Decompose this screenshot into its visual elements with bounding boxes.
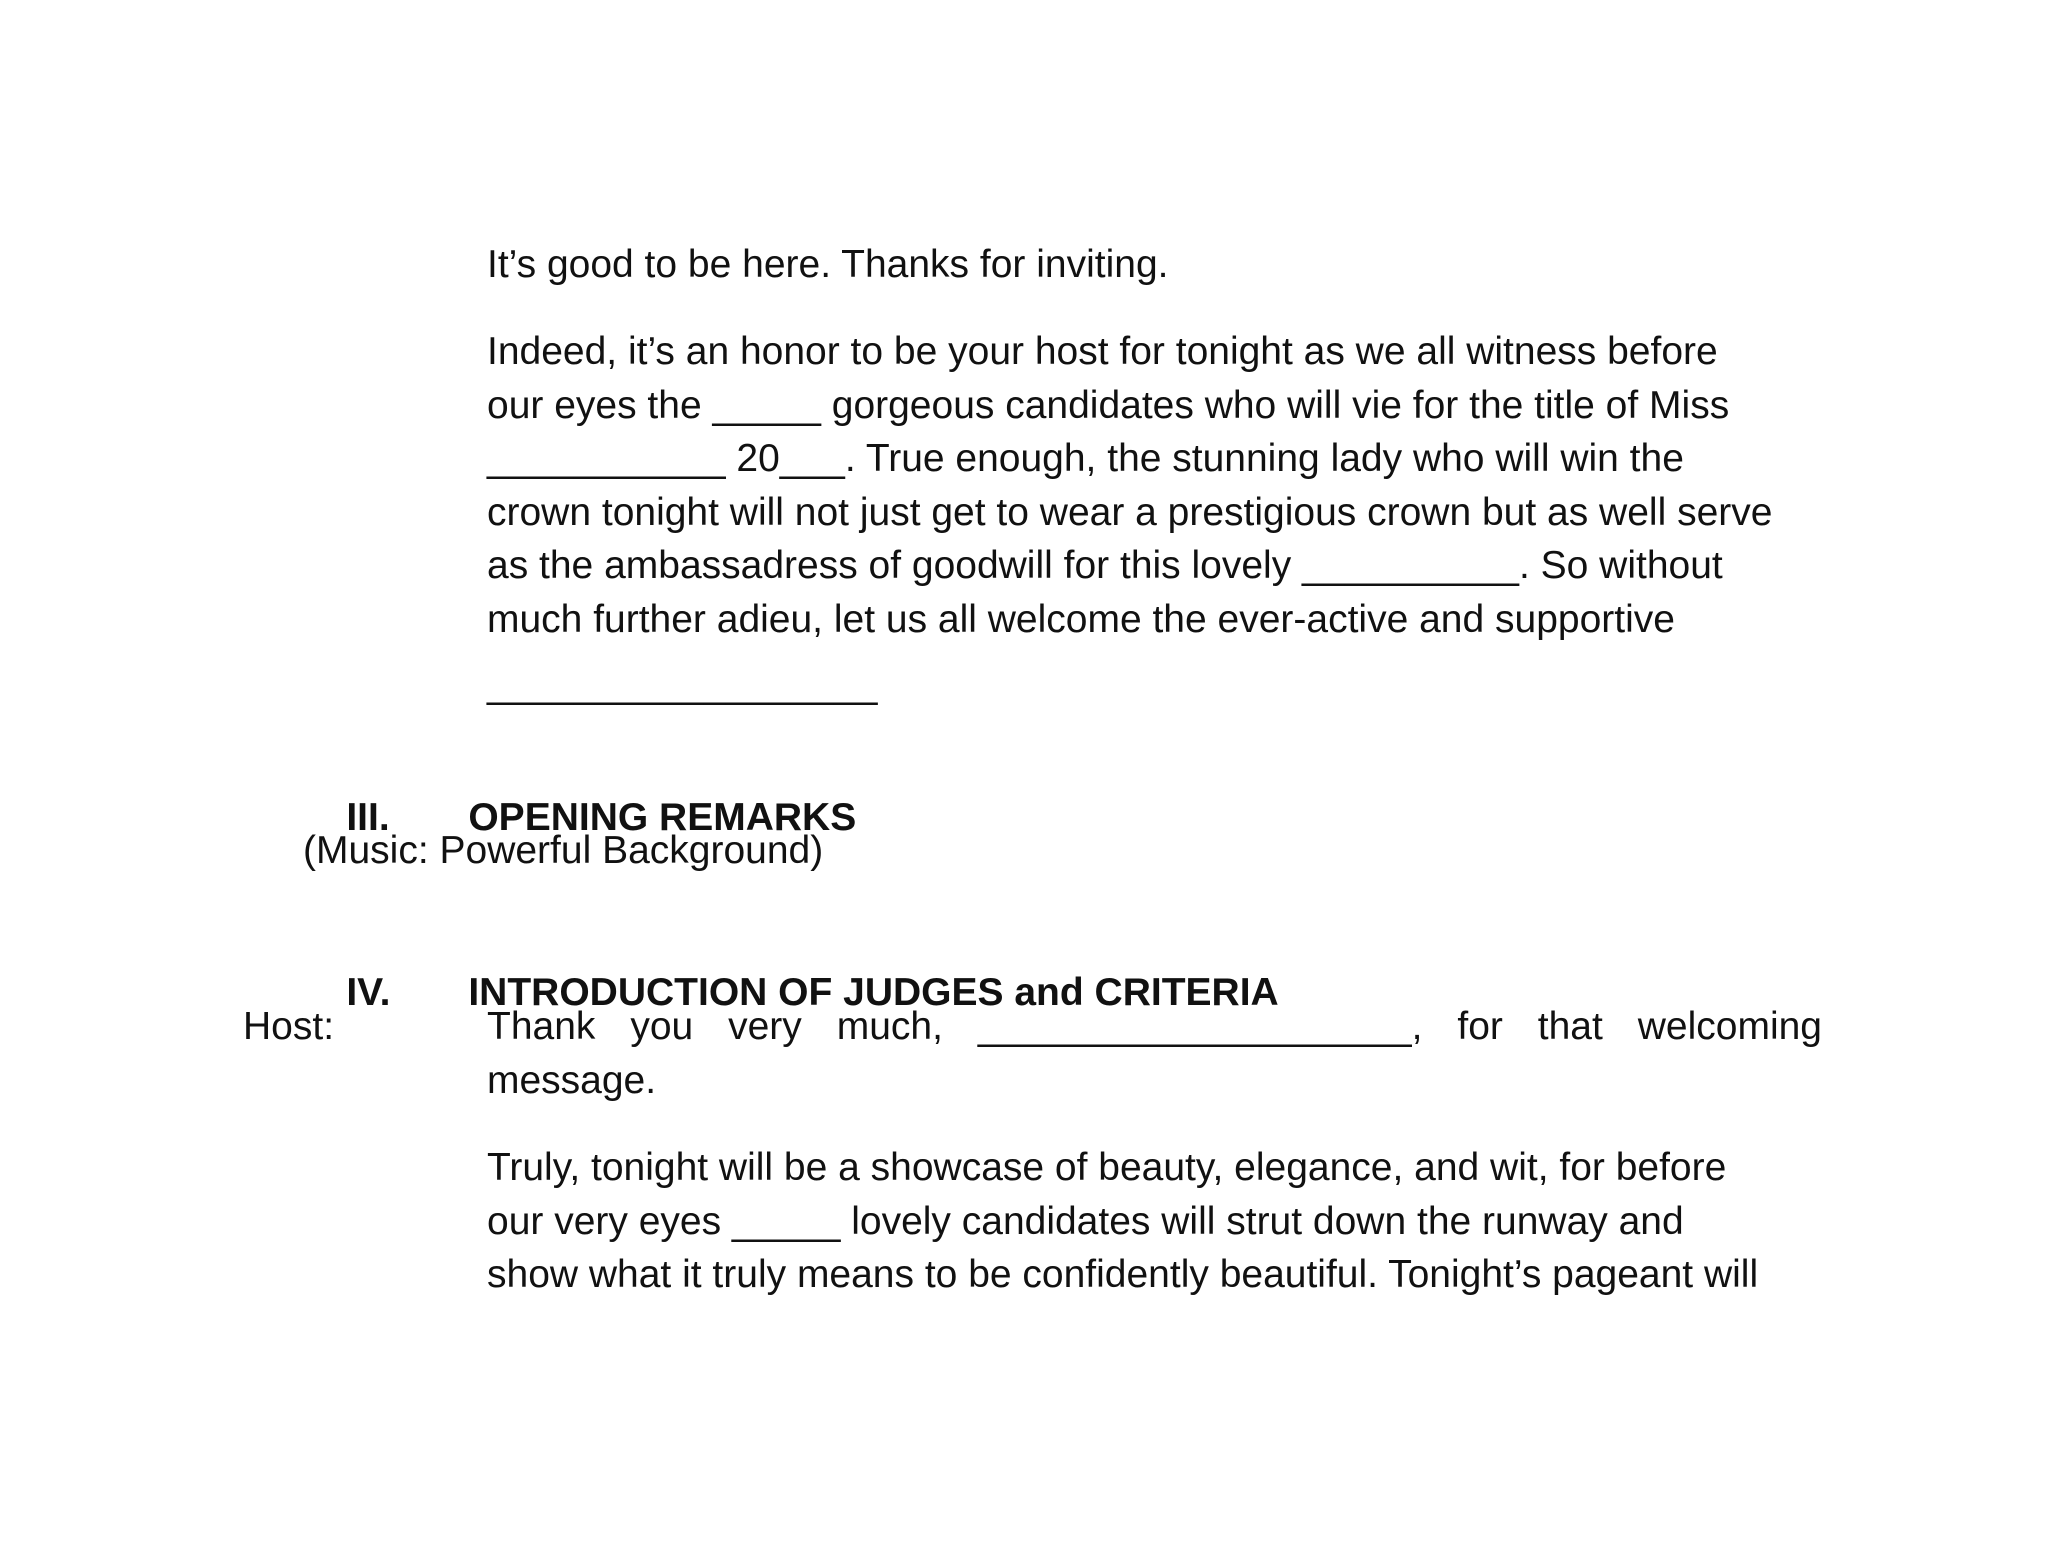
section-number: III. <box>346 795 390 839</box>
word: ____________________, <box>977 1005 1423 1048</box>
text-line: It’s good to be here. Thanks for inviting. <box>487 243 1169 286</box>
word: Thank <box>487 1005 596 1048</box>
section-title: INTRODUCTION OF JUDGES and CRITERIA <box>468 970 1279 1014</box>
text-line: show what it truly means to be confidently beautiful. Tonight’s pageant will <box>487 1253 1759 1296</box>
text-line: ___________ 20___. True enough, the stunning lady who will win the <box>487 437 1684 480</box>
word: welcoming <box>1637 1005 1822 1048</box>
word: much, <box>836 1005 943 1048</box>
text-line: Truly, tonight will be a showcase of beauty, elegance, and wit, for before <box>487 1146 1727 1189</box>
host-line <box>487 1000 1822 1107</box>
section-title: OPENING REMARKS <box>468 795 857 839</box>
text-line: our eyes the _____ gorgeous candidates who will vie for the title of Miss <box>487 383 1730 427</box>
welcome-paragraph <box>487 325 1822 712</box>
text-line: __________________ <box>487 663 878 706</box>
justified-line <box>487 1000 1822 1054</box>
word: you <box>630 1005 694 1048</box>
closing-paragraph <box>487 1141 1822 1302</box>
word: for <box>1457 1005 1503 1048</box>
text-line: crown tonight will not just get to wear a prestigious crown but as well serve <box>487 490 1773 534</box>
speaker-label-host: Host: <box>243 1005 335 1048</box>
text-line: our very eyes _____ lovely candidates will strut down the runway and <box>487 1199 1684 1243</box>
word: that <box>1537 1005 1603 1048</box>
text-line: much further adieu, let us all welcome the ever-active and supportive <box>487 597 1675 641</box>
word: very <box>728 1005 802 1048</box>
text-line: Indeed, it’s an honor to be your host for tonight as we all witness before <box>487 330 1718 373</box>
section-number: IV. <box>346 970 391 1014</box>
music-note: (Music: Powerful Background) <box>303 829 824 872</box>
intro-line <box>487 238 1822 292</box>
text-line: as the ambassadress of goodwill for this lovely __________. So without <box>487 544 1723 587</box>
text-line: message. <box>487 1058 657 1102</box>
